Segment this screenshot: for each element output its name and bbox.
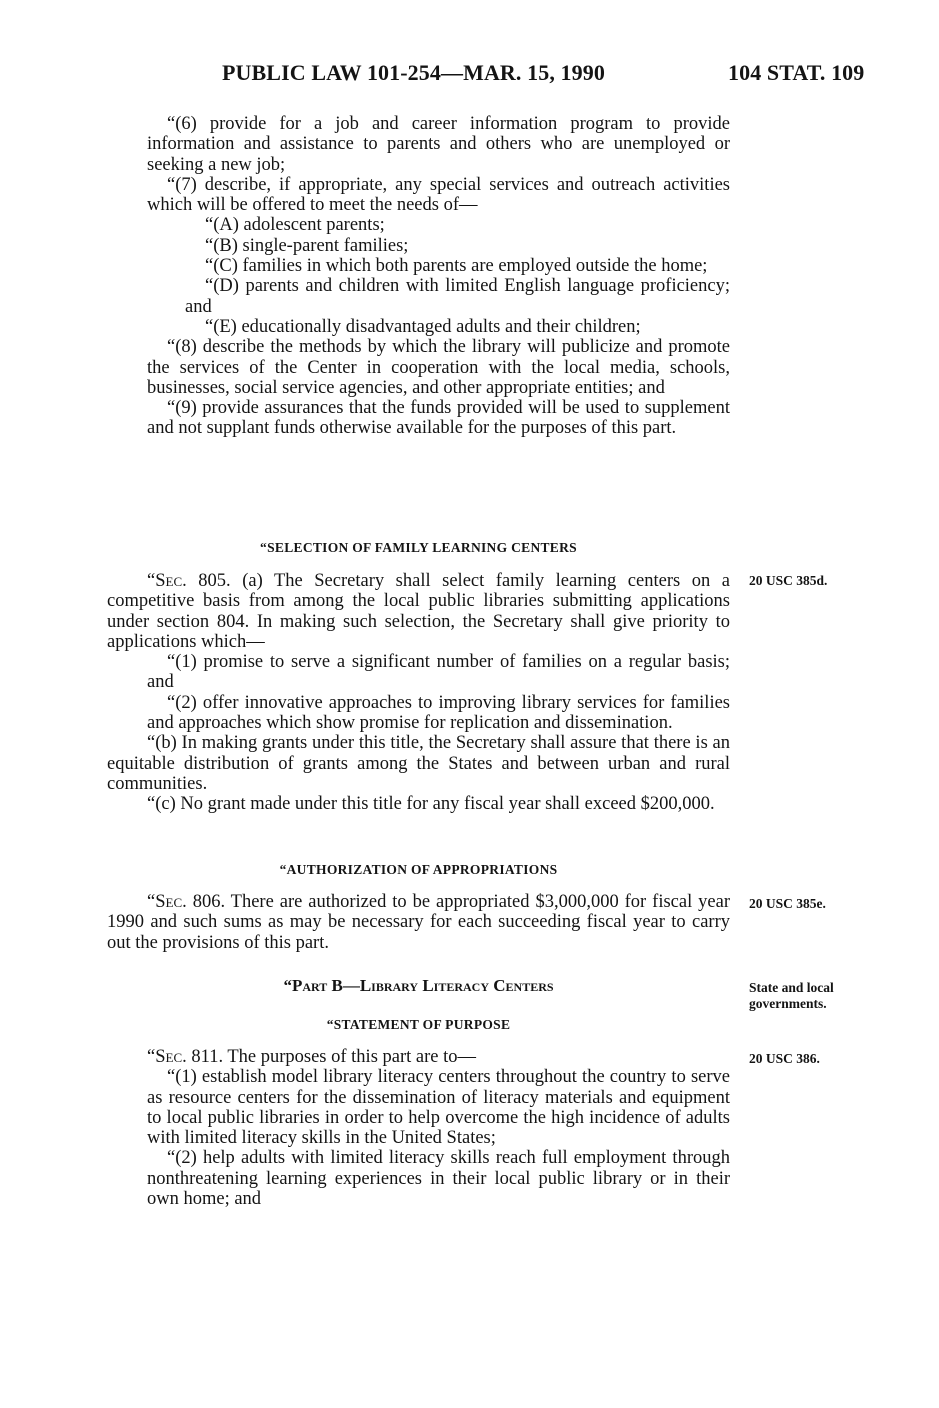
section-806-body: . 806. There are authorized to be appropriated $3,000,000 for fiscal year 1990 and such sums as may be necessary for each succeeding fiscal year to carry out the provisions of this part. xyxy=(107,892,730,953)
paragraph-8: “(8) describe the methods by which the library will publicize and promote the services of the Center in cooperation with the local media, schools, businesses, social service agencies, and other appropriate entities; and xyxy=(147,337,730,398)
margin-note-part-b-line2: governments. xyxy=(749,996,827,1011)
section-805-a-text: . 805. (a) The Secretary shall select family learning centers on a competitive basis from among the local public libraries submitting applications under section 804. In making such selection, the Secretary shall give priority to applications which— xyxy=(107,571,730,652)
paragraph-7E: “(E) educationally disadvantaged adults and their children; xyxy=(205,316,641,337)
paragraph-7B: “(B) single-parent families; xyxy=(205,235,409,256)
quote-mark: “ xyxy=(147,1047,156,1067)
paragraph-7A: “(A) adolescent parents; xyxy=(205,215,385,236)
section-811-1: “(1) establish model library literacy centers throughout the country to serve as resource centers for the dissemination of literacy materials and equipment to local public libraries in order to help overcome the high incidence of adults with limited literacy skills in the United States; xyxy=(147,1067,730,1149)
paragraph-7C: “(C) families in which both parents are employed outside the home; xyxy=(205,256,708,277)
section-label: Sec xyxy=(155,571,183,591)
heading-part-b: “Part B—Library Literacy Centers xyxy=(283,976,554,995)
heading-authorization-of-appropriations: “AUTHORIZATION OF APPROPRIATIONS xyxy=(279,862,558,877)
heading-statement-of-purpose: “STATEMENT OF PURPOSE xyxy=(326,1017,511,1032)
heading-selection-of-family-learning-centers: “SELECTION OF FAMILY LEARNING CENTERS xyxy=(260,540,577,555)
margin-note-806: 20 USC 385e. xyxy=(749,896,826,911)
paragraph-9: “(9) provide assurances that the funds provided will be used to supplement and not supplant funds otherwise available for the purposes of this part. xyxy=(147,398,730,439)
section-806 xyxy=(107,892,730,953)
margin-note-805: 20 USC 385d. xyxy=(749,573,828,588)
section-label: Sec xyxy=(155,1047,183,1067)
section-805-b: “(b) In making grants under this title, the Secretary shall assure that there is an equitable distribution of grants among the States and between urban and rural communities. xyxy=(107,733,730,794)
section-811 xyxy=(107,1047,730,1209)
section-805-1: “(1) promise to serve a significant number of families on a regular basis; and xyxy=(147,652,730,693)
section-811-intro xyxy=(107,1047,730,1067)
running-header-page: 104 STAT. 109 xyxy=(728,60,865,85)
block-applications-list xyxy=(107,114,730,439)
section-805-a xyxy=(107,571,730,652)
paragraph-7D: “(D) parents and children with limited English language proficiency; and xyxy=(185,276,730,317)
section-label: Sec xyxy=(155,892,183,912)
section-811-2: “(2) help adults with limited literacy skills reach full employment through nonthreatening learning experiences in their local public library or in their own home; and xyxy=(147,1148,730,1210)
section-806-text xyxy=(107,892,730,953)
paragraph-7: “(7) describe, if appropriate, any special services and outreach activities which will be offered to meet the needs of— xyxy=(147,174,730,216)
margin-note-part-b-line1: State and local xyxy=(749,980,834,995)
section-811-intro-text: . 811. The purposes of this part are to— xyxy=(182,1047,477,1067)
margin-note-811: 20 USC 386. xyxy=(749,1051,820,1066)
running-header-title: PUBLIC LAW 101-254—MAR. 15, 1990 xyxy=(222,60,605,85)
paragraph-6: “(6) provide for a job and career information program to provide information and assistance to parents and others who are unemployed or seeking a new job; xyxy=(147,114,730,175)
margin-note-part-b xyxy=(749,980,889,1012)
quote-mark: “ xyxy=(147,892,156,912)
quote-mark: “ xyxy=(147,571,156,591)
section-805 xyxy=(107,571,730,815)
section-805-c: “(c) No grant made under this title for any fiscal year shall exceed $200,000. xyxy=(147,794,715,815)
section-805-2: “(2) offer innovative approaches to improving library services for families and approaches which show promise for replication and dissemination. xyxy=(147,692,730,734)
